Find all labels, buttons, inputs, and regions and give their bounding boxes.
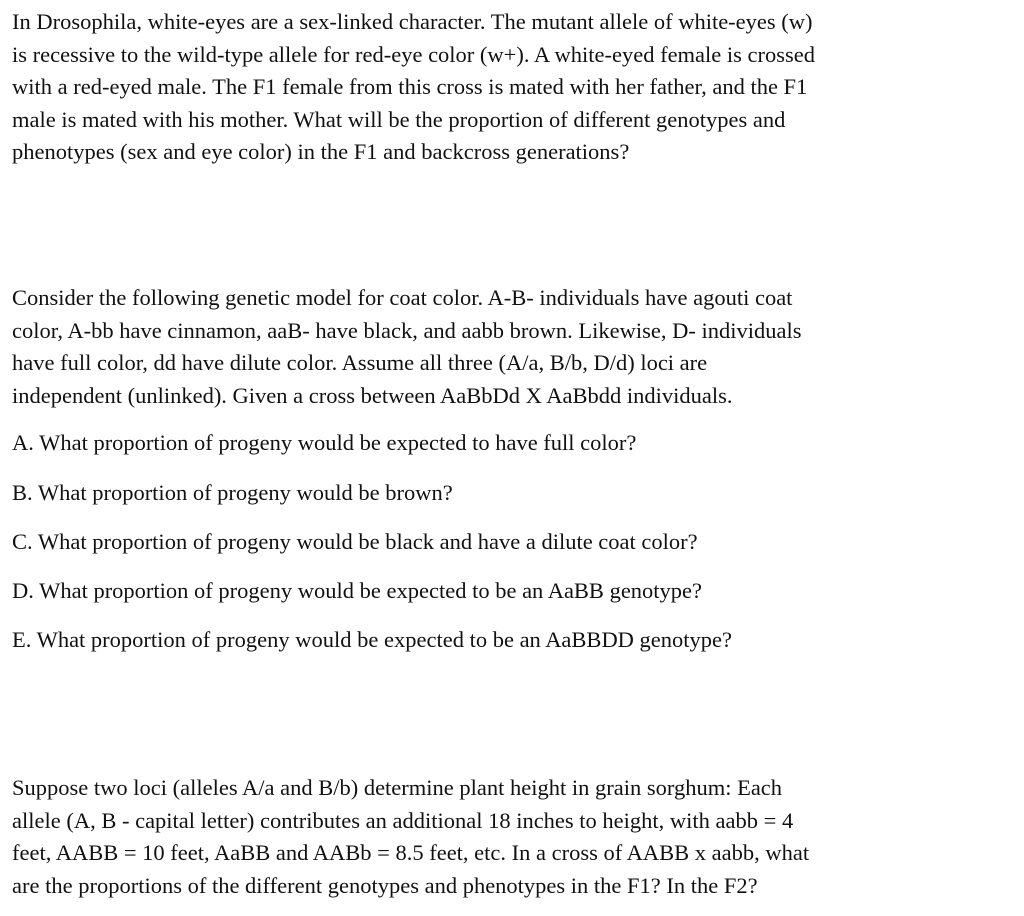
text-line: In Drosophila, white-eyes are a sex-linked character. The mutant allele of white-eyes (w) <box>12 9 813 34</box>
question-part-c: C. What proportion of progeny would be black and have a dilute coat color? <box>12 529 698 554</box>
text-line: Consider the following genetic model for coat color. A-B- individuals have agouti coat <box>12 285 793 310</box>
question-sorghum-paragraph <box>12 772 1012 902</box>
text-line: color, A-bb have cinnamon, aaB- have black, and aabb brown. Likewise, D- individuals <box>12 317 802 343</box>
text-line: male is mated with his mother. What will be the proportion of different genotypes and <box>12 106 786 132</box>
question-drosophila-paragraph <box>12 6 1012 169</box>
text-line: is recessive to the wild-type allele for red-eye color (w+). A white-eyed female is crossed <box>12 41 816 67</box>
question-part-d: D. What proportion of progeny would be expected to be an AaBB genotype? <box>12 578 703 603</box>
text-line: Suppose two loci (alleles A/a and B/b) determine plant height in grain sorghum: Each <box>12 775 783 800</box>
text-line: allele (A, B - capital letter) contributes an additional 18 inches to height, with aabb = 4 <box>12 807 794 833</box>
text-line: have full color, dd have dilute color. Assume all three (A/a, B/b, D/d) loci are <box>12 350 708 375</box>
question-part-b: B. What proportion of progeny would be brown? <box>12 480 453 505</box>
text-line: are the proportions of the different genotypes and phenotypes in the F1? In the F2? <box>12 872 758 898</box>
question-coat-color-paragraph <box>12 282 1012 412</box>
question-part-a: A. What proportion of progeny would be expected to have full color? <box>12 430 637 455</box>
text-line: phenotypes (sex and eye color) in the F1 and backcross generations? <box>12 139 630 164</box>
text-line: with a red-eyed male. The F1 female from this cross is mated with her father, and the F1 <box>12 74 808 99</box>
text-line: independent (unlinked). Given a cross between AaBbDd X AaBbdd individuals. <box>12 382 733 408</box>
text-line: feet, AABB = 10 feet, AaBB and AABb = 8.5 feet, etc. In a cross of AABB x aabb, what <box>12 840 810 865</box>
question-part-e: E. What proportion of progeny would be expected to be an AaBBDD genotype? <box>12 627 733 652</box>
